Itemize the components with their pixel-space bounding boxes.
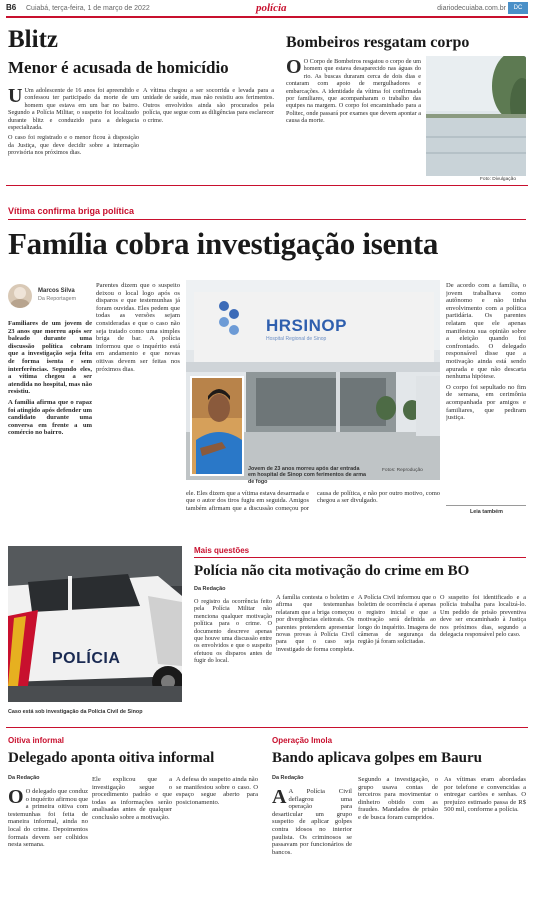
bo-photo-caption: Caso está sob investigação da Polícia Civil de Sinop [8,709,143,715]
bo-column-3: A Polícia Civil informou que o boletim de ocorrência é apenas o registro inicial e que a motivação será definida ao longo do inquérito. Imagens de câmeras de segurança da região já foram solicitadas. [358,594,436,646]
blitz-kicker: Blitz [8,26,58,53]
main-column-3: De acordo com a família, o jovem trabalhava como autônomo e não tinha envolvimento com a política partidária. Os parentes relatam que ele apenas manifestou sua opinião sobre a eleição quando foi confrontado. O delegado responsável disse que a motivação ainda está sendo apurada e que não descarta nenhuma hipótese. O corpo foi sepultado no fim de semana, em cerimônia acompanhada por amigos e familiares, que pediram justiça. [446,282,526,422]
police-car-illustration [8,546,182,702]
delegado-kicker: Oitiva informal [8,736,65,745]
delegado-column-3: A defesa do suspeito ainda não se manifestou sobre o caso. O espaço segue aberto para posicionamento. [176,776,258,806]
author-avatar [8,284,32,308]
bando-column-1: A A Polícia Civil deflagrou uma operação para desarticular um grupo suspeito de aplicar golpes contra idosos no interior paulista. Os criminosos se passavam por funcionários de bancos. [272,788,352,856]
main-column-1: Familiares de um jovem de 23 anos que morreu após ser baleado durante uma discussão política cobram que a investigação seja feita de forma isenta e sem interferências. Segundo eles, a vítima chegou a ser atendida no hospital, mas não resistiu. A família afirma que o rapaz foi atingido após defender um candidato durante uma conversa em frente a um comércio no bairro. [8,320,92,437]
leia-rule [446,505,526,506]
delegado-headline: Delegado aponta oitiva informal [8,750,215,766]
blitz-column-2: A vítima chegou a ser socorrida e levada para a unidade de saúde, mas não resistiu aos ferimentos. Outros envolvidos ainda são procurados pela polícia, que segue com as diligências para esclarecer o crime. [143,87,274,124]
river-photo [426,56,526,176]
main-kicker: Vítima confirma briga política [8,206,135,216]
author-box [8,284,92,308]
bo-column-4: O suspeito foi identificado e a polícia trabalha para localizá-lo. Um pedido de prisão preventiva deve ser encaminhado à Justiça nos próximos dias, segundo a delegacia responsável pelo caso. [440,594,526,639]
hospital-logo-sub: Hospital Regional de Sinop [266,336,327,342]
main-below-photo-text: ele. Eles dizem que a vítima estava desarmada e que o autor dos tiros fugiu em seguida. Amigos também afirmam que a discussão começou por causa de política, e não por outro motivo, como chegou a ser divulgado. [186,490,440,512]
section-divider-2 [6,727,528,728]
main-photo-caption: Jovem de 23 anos morreu após dar entrada em hospital de Sinop com ferimentos de arma de fogo [248,466,367,485]
hospital-photo [186,280,440,480]
edition-date: Cuiabá, terça-feira, 1 de março de 2022 [26,5,150,12]
brand-badge: DC [508,2,528,14]
bombeiros-text: O O Corpo de Bombeiros resgatou o corpo de um homem que estava desaparecido nas águas do rio. As buscas duraram cerca de dois dias e contaram com apoio de mergulhadores e embarcações. A identidade da vítima foi confirmada por familiares, que acompanharam o trabalho das equipes na margem. O corpo foi encaminhado para a Politec, onde passará por exames que devem apontar a causa da morte. [286,58,421,125]
main-kicker-rule [8,219,526,220]
bo-column-2: A família contesta o boletim e afirma que testemunhas relataram que a briga começou por divergências eleitorais. Os parentes pretendem apresentar novas provas à Polícia Civil para que o caso seja investigado de forma completa. [276,594,354,653]
police-car-photo [8,546,182,702]
police-car-text: POLÍCIA [52,650,121,667]
victim-portrait [190,376,244,476]
author-name: Marcos Silva [38,288,75,294]
bo-kicker: Mais questões [194,546,250,555]
page-number: B6 [6,3,17,12]
bombeiros-headline: Bombeiros resgatam corpo [286,34,470,51]
bando-column-2: Segundo a investigação, o grupo usava contas de terceiros para movimentar o dinheiro obtido com as fraudes. Mandados de prisão e de busca foram cumpridos. [358,776,438,821]
main-headline: Família cobra investigação isenta [8,226,439,261]
site-url: diariodecuiaba.com.br [437,5,506,12]
bombeiros-photo-credit: Foto: Divulgação [480,177,516,182]
bando-headline: Bando aplicava golpes em Bauru [272,750,483,766]
bo-headline: Polícia não cita motivação do crime em BO [194,563,470,579]
delegado-column-2: Ele explicou que a investigação segue o procedimento padrão e que todas as informações serão analisadas antes de qualquer conclusão sobre a motivação. [92,776,172,821]
main-column-2: Parentes dizem que o suspeito deixou o local logo após os disparos e que testemunhas já foram ouvidas. Eles pedem que todas as versões sejam consideradas e que o caso não seja tratado como uma simples briga de bar. A polícia informou que o inquérito está em andamento e que novas oitivas devem ser feitas nos próximos dias. [96,282,180,373]
author-role: Da Reportagem [38,296,77,302]
section-divider-1 [6,185,528,186]
leia-tambem-tag: Leia também [470,509,503,515]
section-name: polícia [256,2,287,14]
river-illustration [426,56,526,176]
bando-column-3: As vítimas eram abordadas por telefone e convencidas a entregar cartões e senhas. O prejuízo estimado passa de R$ 500 mil, conforme a polícia. [444,776,526,814]
bo-kicker-rule [194,557,526,558]
portrait-illustration [192,378,244,476]
folio-bar [6,2,528,16]
bando-kicker: Operação Imola [272,736,333,745]
hospital-logo-text: HRSINOP [266,316,347,335]
blitz-headline: Menor é acusada de homicídio [8,58,229,77]
main-photo-credit: Fotos: Reprodução [382,468,423,473]
bando-byline: Da Redação [272,775,304,781]
bo-byline: Da Redação [194,586,226,592]
delegado-column-1: O O delegado que conduz o inquérito afirmou que a primeira oitiva com testemunhas foi feita de maneira informal, ainda no local do crime. Depoimentos formais devem ser colhidos nesta semana. [8,788,88,849]
folio-rule [6,16,528,18]
delegado-byline: Da Redação [8,775,40,781]
blitz-column-1: U Um adolescente de 16 anos foi apreendido e confessou ter participado da morte de um homem que estava em um bar no bairro. Segundo a Polícia Militar, o suspeito foi localizado durante blitz e conduzido para a delegacia especializada. O caso foi registrado e o menor ficou à disposição da Justiça, que deve decidir sobre a internação provisória nos próximos dias. [8,87,139,157]
bo-column-1: O registro da ocorrência feito pela Polícia Militar não menciona qualquer motivação política para o crime. O documento descreve apenas que houve uma discussão entre os envolvidos e que o suspeito efetuou os disparos antes de fugir do local. [194,598,272,665]
